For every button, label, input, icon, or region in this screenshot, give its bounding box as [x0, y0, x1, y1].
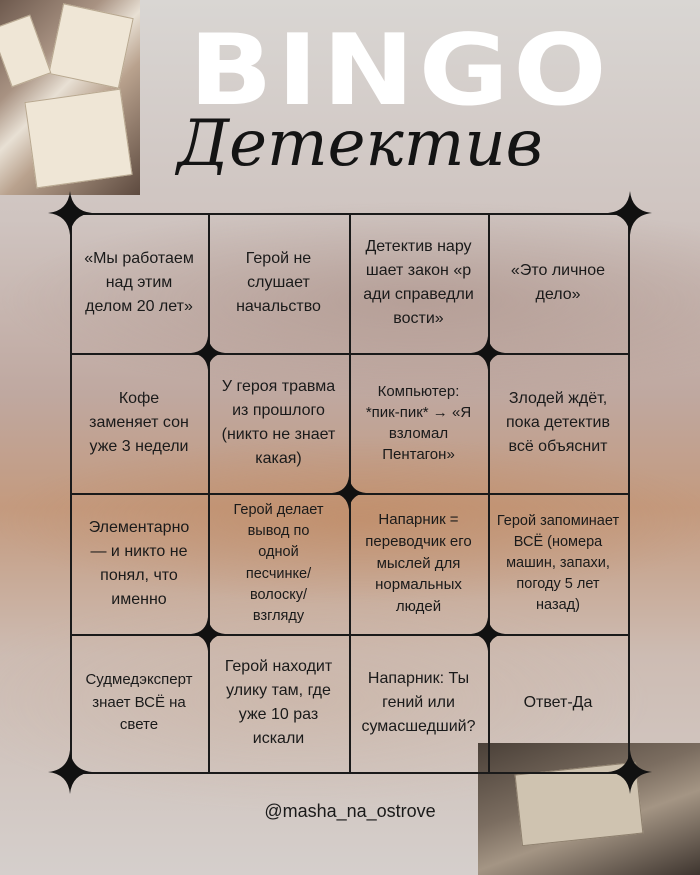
bingo-cell[interactable]: Компьютер: *пик-пик* → «Я взломал Пентагон» [365, 383, 472, 463]
sparkle-icon [48, 191, 92, 235]
bingo-cell[interactable]: Элементарно — и никто не понял, что именно [88, 518, 190, 608]
sparkle-icon [191, 617, 225, 651]
page-title: BINGO [188, 14, 612, 128]
sparkle-icon [471, 617, 505, 651]
bingo-cell[interactable]: Напарник = переводчик его мыслей для нормальных людей [365, 511, 472, 616]
bingo-cell[interactable]: Злодей ждёт, пока детектив всё объяснит [506, 390, 610, 455]
bingo-cell[interactable]: «Это личное дело» [510, 262, 606, 303]
bingo-cell[interactable]: Судмедэксперт знает ВСЁ на свете [85, 671, 193, 734]
sparkle-icon [48, 750, 92, 794]
sparkle-icon [608, 191, 652, 235]
page-subtitle: Детектив [177, 107, 543, 181]
bingo-cell[interactable]: Герой делает вывод по одной песчинке/ волоску/ взгляду [233, 502, 324, 624]
grid-line [628, 213, 630, 774]
bingo-cell[interactable]: У героя травма из прошлого (никто не знает какая) [221, 378, 336, 467]
bingo-cell[interactable]: Напарник: Ты гений или сумасшедший? [361, 670, 476, 735]
bingo-cell[interactable]: Герой не слушает начальство [236, 250, 321, 315]
bingo-cell[interactable]: Детектив нарушает закон «ради справедливости» [363, 238, 474, 327]
sparkle-icon [608, 750, 652, 794]
bingo-cell[interactable]: Герой находит улику там, где уже 10 раз искали [224, 658, 333, 747]
bingo-cell[interactable]: Ответ-Да [523, 694, 593, 711]
bingo-cell[interactable]: Кофе заменяет сон уже 3 недели [89, 390, 189, 455]
sparkle-icon [191, 336, 225, 370]
author-handle: @masha_na_ostrove [264, 801, 436, 821]
bingo-cell[interactable]: Герой запоминает ВСЁ (номера машин, запахи, погоду 5 лет назад) [496, 512, 620, 614]
sparkle-icon [332, 476, 366, 510]
sparkle-icon [471, 336, 505, 370]
bingo-cell[interactable]: «Мы работаем над этим делом 20 лет» [84, 250, 194, 315]
